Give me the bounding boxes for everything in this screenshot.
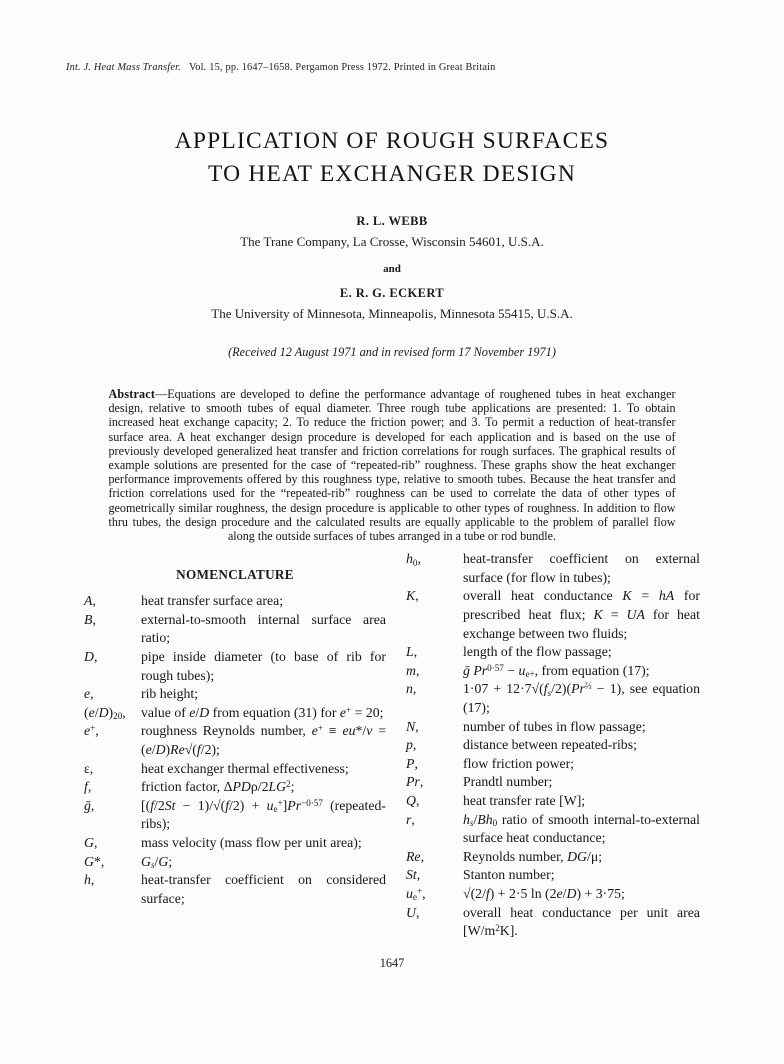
nomenclature-definition: √(2/f) + 2·5 ln (2e/D) + 3·75; xyxy=(463,885,625,901)
nomenclature-definition: rib height; xyxy=(141,686,199,702)
nomenclature-section xyxy=(84,550,700,940)
nomenclature-definition: Prandtl number; xyxy=(463,774,553,790)
author-second-affiliation: The University of Minnesota, Minneapolis, Minnesota 55415, U.S.A. xyxy=(211,306,573,321)
nomenclature-symbol: e+, xyxy=(84,723,99,739)
nomenclature-definition: Stanton number; xyxy=(463,867,555,883)
paper-title-line2: TO HEAT EXCHANGER DESIGN xyxy=(207,161,577,187)
page-number: 1647 xyxy=(379,955,405,970)
nomenclature-symbol: A, xyxy=(84,593,96,609)
nomenclature-definition: pipe inside diameter (to base of rib for rough tubes); xyxy=(141,649,386,683)
nomenclature-entry xyxy=(406,904,700,941)
nomenclature-symbol: Re, xyxy=(406,848,425,864)
journal-citation-info: Vol. 15, pp. 1647–1658. Pergamon Press 1972. Printed in Great Britain xyxy=(188,62,496,73)
nomenclature-definition: $G_s/G$; xyxy=(141,853,173,871)
nomenclature-entry xyxy=(406,662,700,681)
nomenclature-symbol: h, xyxy=(84,872,95,888)
nomenclature-definition: number of tubes in flow passage; xyxy=(463,718,646,734)
received-line: (Received 12 August 1971 and in revised form 17 November 1971) xyxy=(228,345,556,359)
nomenclature-definition: $1\cdot 07 + 12\cdot 7√(f_s/2)(Pr^{\frac{2}{3}} - 1)$, see equation (17); xyxy=(463,681,700,715)
nomenclature-symbol: $h_0$, xyxy=(406,551,421,568)
nomenclature-definition: mass velocity (mass flow per unit area); xyxy=(141,834,362,850)
nomenclature-definition: value of e/D from equation (31) for e+ = 20; xyxy=(141,704,384,720)
nomenclature-entry xyxy=(84,778,386,797)
nomenclature-entry xyxy=(406,792,700,811)
nomenclature-symbol: B, xyxy=(84,611,96,627)
journal-name: Int. J. Heat Mass Transfer. xyxy=(66,62,181,73)
abstract-paragraph: Abstract—Equations are developed to define the performance advantage of roughened tubes in heat exchanger design, relative to smooth tubes of equal diameter. Three rough tube applications are presented: 1. To obtain increased heat exchange capacity; 2. To reduce the friction power; and 3. To permit a reduction of heat-transfer surface area. A heat exchanger design procedure is developed for each application and is based on the use of previously developed generalized heat transfer and friction correlations for rough surfaces. The graphical results of example solutions are presented for the case of “repeated-rib” roughness. These graphs show the heat exchanger performance improvements offered by this roughness type, relative to smooth tubes. Because the heat transfer and friction correlations used for the “repeated-rib” roughness can be used to correlate the data of other types of geometrically similar roughness, the design procedure is applicable to other types of roughness. In addition to flow thru tubes, the design procedure and the calculated results are equally applicable to the problem of parallel flow along the outside surfaces of tubes arranged in a tube or rod bundle. xyxy=(108,387,676,544)
nomenclature-entry xyxy=(84,871,386,908)
nomenclature-definition: $h_s/Bh_0$ ratio of smooth internal-to-external surface heat conductance; xyxy=(463,811,700,846)
nomenclature-symbol: D, xyxy=(84,649,98,665)
nomenclature-left-column xyxy=(84,550,386,940)
paper-title-line1: APPLICATION OF ROUGH SURFACES xyxy=(174,128,610,154)
nomenclature-symbol: G*, xyxy=(84,853,105,869)
nomenclature-symbol: $(e/D)_{20}$, xyxy=(84,704,126,722)
nomenclature-symbol: f, xyxy=(84,779,92,795)
nomenclature-symbol: G, xyxy=(84,834,98,850)
nomenclature-definition: Reynolds number, DG/μ; xyxy=(463,848,603,864)
nomenclature-symbol: $u_e^+$, xyxy=(406,885,426,903)
author-second-name: E. R. G. ECKERT xyxy=(339,286,445,300)
nomenclature-symbol: K, xyxy=(406,588,419,604)
nomenclature-symbol: St, xyxy=(406,867,421,883)
nomenclature-entry xyxy=(84,722,386,759)
nomenclature-entry xyxy=(406,755,700,774)
nomenclature-symbol: L, xyxy=(406,644,418,660)
nomenclature-definition: heat transfer surface area; xyxy=(141,593,284,609)
nomenclature-entry xyxy=(84,853,386,872)
nomenclature-symbol: r, xyxy=(406,811,415,827)
nomenclature-entry xyxy=(84,834,386,853)
nomenclature-entry xyxy=(406,643,700,662)
nomenclature-entry xyxy=(406,587,700,643)
nomenclature-entry xyxy=(84,760,386,779)
nomenclature-definition: length of the flow passage; xyxy=(463,644,612,660)
nomenclature-symbol: n, xyxy=(406,681,417,697)
nomenclature-definition: $[(f/2St - 1)/√(f/2) + u_e^+]Pr^{-0\cdot 57}$ (repeated-ribs); xyxy=(141,797,386,832)
nomenclature-symbol: Pr, xyxy=(406,774,424,790)
nomenclature-definition: flow friction power; xyxy=(463,755,575,771)
nomenclature-entry xyxy=(84,611,386,648)
paper-title xyxy=(0,125,784,191)
author-first-affiliation: The Trane Company, La Crosse, Wisconsin 54601, U.S.A. xyxy=(240,234,544,249)
nomenclature-entry xyxy=(406,550,700,587)
nomenclature-definition: external-to-smooth internal surface area ratio; xyxy=(141,611,386,646)
nomenclature-definition: ḡ $Pr^{0\cdot 57} - u_{e+}$, from equation (17); xyxy=(463,662,650,680)
nomenclature-entry xyxy=(406,736,700,755)
nomenclature-definition: heat-transfer coefficient on external surface (for flow in tubes); xyxy=(463,551,700,585)
nomenclature-definition: distance between repeated-ribs; xyxy=(463,737,637,753)
nomenclature-entry xyxy=(84,797,386,834)
nomenclature-definition: heat exchanger thermal effectiveness; xyxy=(141,760,349,776)
nomenclature-definition: overall heat conductance per unit area $[W/m^2K]$. xyxy=(463,904,700,939)
nomenclature-definition: overall heat conductance K = hA for prescribed heat flux; K = UA for heat exchange between two fluids; xyxy=(463,588,700,641)
nomenclature-symbol: ḡ, xyxy=(84,797,95,813)
nomenclature-entry xyxy=(84,704,386,723)
nomenclature-right-column xyxy=(406,550,700,940)
nomenclature-symbol: ε, xyxy=(84,760,94,776)
nomenclature-entry xyxy=(406,811,700,848)
nomenclature-entry xyxy=(406,718,700,737)
nomenclature-definition: friction factor, ΔPDρ/$2LG^2$; xyxy=(141,779,295,795)
author-first-name: R. L. WEBB xyxy=(356,214,428,228)
nomenclature-symbol: Q, xyxy=(406,792,420,808)
nomenclature-symbol: N, xyxy=(406,718,419,734)
nomenclature-entry xyxy=(84,648,386,685)
nomenclature-symbol: e, xyxy=(84,686,94,702)
nomenclature-entry xyxy=(406,773,700,792)
nomenclature-right-list xyxy=(406,550,700,940)
nomenclature-symbol: U, xyxy=(406,904,420,920)
nomenclature-heading: NOMENCLATURE xyxy=(176,567,294,583)
nomenclature-definition: heat-transfer coefficient on considered surface; xyxy=(141,872,386,906)
nomenclature-left-list xyxy=(84,592,386,908)
nomenclature-entry xyxy=(406,866,700,885)
nomenclature-entry xyxy=(84,592,386,611)
nomenclature-definition: roughness Reynolds number, e+ ≡ eu*/ν = (e/D)Re√(f/2); xyxy=(141,723,386,757)
journal-header xyxy=(66,0,784,73)
nomenclature-symbol: m, xyxy=(406,662,420,678)
nomenclature-entry xyxy=(406,885,700,904)
nomenclature-symbol: p, xyxy=(406,737,417,753)
nomenclature-entry xyxy=(406,848,700,867)
nomenclature-symbol: P, xyxy=(406,755,418,771)
nomenclature-entry xyxy=(84,685,386,704)
nomenclature-entry xyxy=(406,680,700,717)
nomenclature-definition: heat transfer rate [W]; xyxy=(463,792,586,808)
authors-connector: and xyxy=(383,263,401,275)
